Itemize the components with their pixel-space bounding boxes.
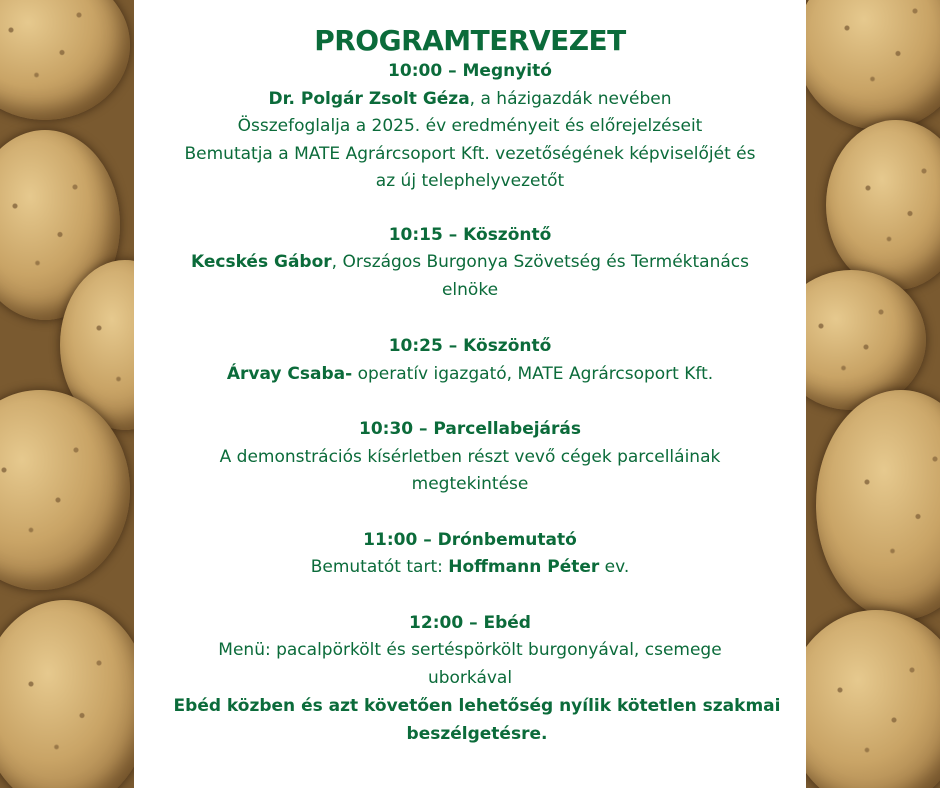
potato-image xyxy=(806,610,940,788)
potato-image xyxy=(826,120,940,290)
speaker-role: ev. xyxy=(599,557,630,577)
program-content xyxy=(134,24,806,748)
schedule-item-welcome-1 xyxy=(134,222,806,305)
speaker-role: , a házigazdák nevében xyxy=(469,88,672,109)
description-line: az új telephelyvezetőt xyxy=(375,171,565,191)
description-line: elnöke xyxy=(441,279,499,300)
speaker-name: Hoffmann Péter xyxy=(448,557,600,577)
description-line: Menü: pacalpörkölt és sertéspörkölt burgonyával, csemege xyxy=(218,640,722,660)
description-line: uborkával xyxy=(427,667,513,688)
speaker-line xyxy=(134,249,806,277)
speaker-name: Kecskés Gábor xyxy=(190,252,332,272)
schedule-time: 12:00 – Ebéd xyxy=(409,612,531,633)
lunch-note-line: Ebéd közben és azt követően lehetőség nyílik kötetlen szakmai xyxy=(173,696,781,716)
speaker-line xyxy=(134,554,806,582)
schedule-time: 11:00 – Drónbemutató xyxy=(363,529,577,550)
speaker-prefix: Bemutatót tart: xyxy=(310,557,449,577)
potato-image xyxy=(806,0,940,130)
schedule-time: 10:15 – Köszöntő xyxy=(388,224,552,245)
description-line: A demonstrációs kísérletben részt vevő cégek parcelláinak xyxy=(219,446,721,467)
speaker-line xyxy=(134,361,806,389)
schedule-time: 10:00 – Megnyitó xyxy=(388,61,552,81)
speaker-role: operatív igazgató, MATE Agrárcsoport Kft. xyxy=(352,363,714,384)
speaker-line xyxy=(134,86,806,114)
potato-image xyxy=(0,0,130,120)
description-line: Összefoglalja a 2025. év eredményeit és előrejelzéseit xyxy=(237,116,703,136)
schedule-item-welcome-2 xyxy=(134,333,806,388)
schedule-item-lunch xyxy=(134,610,806,749)
potato-image xyxy=(816,390,940,620)
page-title: PROGRAMTERVEZET xyxy=(314,24,626,57)
lunch-note-line: beszélgetésre. xyxy=(406,724,548,744)
schedule-time: 10:25 – Köszöntő xyxy=(388,336,552,356)
potato-background-left xyxy=(0,0,134,788)
program-panel xyxy=(134,0,806,788)
schedule-item-field-tour xyxy=(134,416,806,499)
schedule-item-drone xyxy=(134,527,806,582)
potato-image xyxy=(0,600,134,788)
speaker-role: , Országos Burgonya Szövetség és Terméktanács xyxy=(331,252,749,272)
schedule-item-opening xyxy=(134,58,806,196)
description-line: megtekintése xyxy=(411,474,529,494)
schedule-time: 10:30 – Parcellabejárás xyxy=(358,419,581,439)
speaker-name: Árvay Csaba- xyxy=(226,363,353,384)
speaker-name: Dr. Polgár Zsolt Géza xyxy=(268,88,470,109)
potato-background-right xyxy=(806,0,940,788)
potato-image xyxy=(806,270,926,410)
description-line: Bemutatja a MATE Agrárcsoport Kft. vezetőségének képviselőjét és xyxy=(184,143,756,164)
